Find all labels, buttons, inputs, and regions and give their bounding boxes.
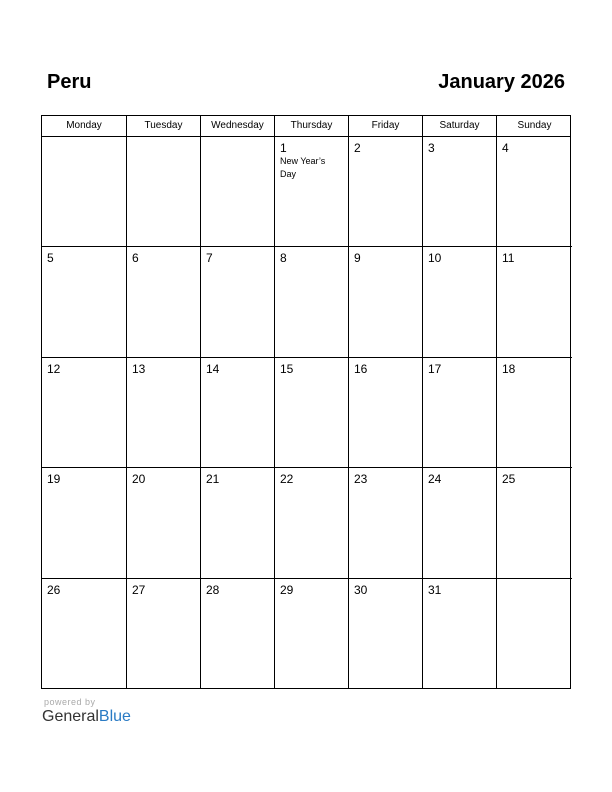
week-row (42, 579, 572, 689)
day-number: 18 (502, 361, 516, 376)
weekday-monday: Monday (42, 116, 127, 136)
day-cell (275, 247, 349, 356)
calendar-grid (41, 115, 571, 689)
day-cell (42, 579, 127, 689)
day-cell (423, 468, 497, 577)
day-number: 24 (428, 472, 442, 487)
day-cell (127, 247, 201, 356)
day-cell (127, 468, 201, 577)
day-cell (201, 468, 275, 577)
day-cell (349, 137, 423, 246)
day-cell (201, 137, 275, 246)
day-cell (127, 137, 201, 246)
day-cell (497, 137, 572, 246)
day-number: 28 (206, 582, 220, 597)
week-row (42, 137, 572, 247)
day-cell (127, 579, 201, 689)
weekday-sunday: Sunday (517, 120, 552, 131)
day-number: 16 (354, 361, 368, 376)
weekday-wednesday: Wednesday (201, 116, 275, 136)
day-number: 31 (428, 582, 442, 597)
day-number: 2 (354, 141, 361, 155)
week-row (42, 358, 572, 468)
day-cell (275, 137, 349, 246)
week-row (42, 468, 572, 578)
day-number: 6 (132, 251, 139, 266)
day-number: 27 (132, 582, 146, 597)
day-cell (497, 358, 572, 467)
day-number: 1 (280, 141, 287, 155)
day-cell (349, 358, 423, 467)
day-cell (201, 358, 275, 467)
day-number: 10 (428, 251, 442, 266)
weekday-saturday: Saturday (423, 116, 497, 136)
day-number: 12 (47, 361, 61, 376)
day-number: 15 (280, 361, 294, 376)
country-title: Peru (47, 71, 92, 93)
day-number: 8 (280, 251, 287, 266)
day-cell (497, 468, 572, 577)
day-cell (275, 468, 349, 577)
week-row (42, 247, 572, 357)
day-number: 25 (502, 472, 516, 487)
day-cell (42, 468, 127, 577)
day-cell (42, 247, 127, 356)
generalblue-logo[interactable] (42, 708, 131, 726)
day-cell (42, 358, 127, 467)
day-cell (201, 247, 275, 356)
day-number: 9 (354, 251, 361, 266)
day-number: 3 (428, 141, 435, 155)
day-cell (423, 579, 497, 689)
day-number: 17 (428, 361, 442, 376)
day-cell (349, 247, 423, 356)
day-number: 13 (132, 361, 146, 376)
day-number: 22 (280, 472, 294, 487)
day-cell (349, 579, 423, 689)
day-number: 14 (206, 361, 220, 376)
weekday-friday: Friday (349, 116, 423, 136)
day-number: 30 (354, 582, 368, 597)
day-number: 4 (502, 141, 509, 155)
weekday-thursday: Thursday (275, 116, 349, 136)
day-number: 23 (354, 472, 368, 487)
day-cell (275, 358, 349, 467)
weekday-header-row (42, 116, 570, 137)
day-cell (423, 137, 497, 246)
day-number: 26 (47, 582, 61, 597)
day-number: 20 (132, 472, 146, 487)
holiday-label: New Year’s Day (280, 156, 326, 179)
day-cell (423, 358, 497, 467)
day-cell (201, 579, 275, 689)
day-number: 29 (280, 582, 294, 597)
brand-text-blue: Blue (98, 708, 131, 725)
day-cell (497, 247, 572, 356)
weeks-container (42, 137, 570, 689)
day-number: 5 (47, 251, 54, 266)
weekday-tuesday: Tuesday (127, 116, 201, 136)
day-cell (349, 468, 423, 577)
day-number: 11 (502, 251, 515, 266)
day-cell (497, 579, 572, 689)
brand-text-general: General (42, 708, 99, 725)
powered-by-label: powered by (44, 697, 96, 707)
day-number: 21 (206, 472, 220, 487)
day-cell (275, 579, 349, 689)
day-cell (42, 137, 127, 246)
day-number: 19 (47, 472, 61, 487)
day-number: 7 (206, 251, 213, 266)
month-year-title: January 2026 (438, 71, 565, 93)
day-cell (423, 247, 497, 356)
day-cell (127, 358, 201, 467)
